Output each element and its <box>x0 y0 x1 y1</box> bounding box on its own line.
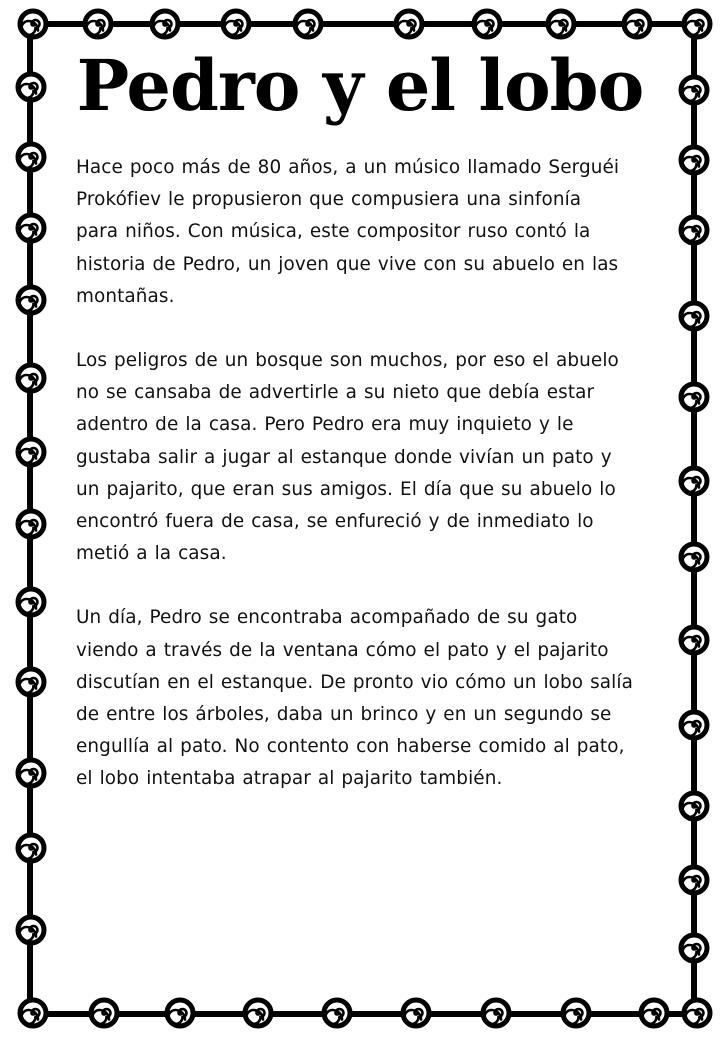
spiral-icon <box>20 11 46 37</box>
spiral-icon <box>18 287 44 313</box>
text-line: no se cansaba de advertirle a su nieto que debía estar <box>76 382 595 404</box>
spiral-icon <box>18 144 44 170</box>
spiral-icon <box>223 11 249 37</box>
story-body <box>76 152 666 828</box>
spiral-icon <box>18 760 44 786</box>
spiral-icon <box>681 712 707 738</box>
spiral-icon <box>563 1000 589 1026</box>
spiral-icon <box>18 835 44 861</box>
text-line: Prokófiev le propusieron que compusiera una sinfonía <box>76 189 582 211</box>
spiral-icon <box>18 365 44 391</box>
spiral-icon <box>18 589 44 615</box>
spiral-icon <box>681 468 707 494</box>
paragraph-3 <box>76 602 666 795</box>
spiral-icon <box>18 511 44 537</box>
text-line: Hace poco más de 80 años, a un músico llamado Serguéi <box>76 157 620 178</box>
spiral-icon <box>548 11 574 37</box>
paragraph-1 <box>76 152 666 313</box>
spiral-icon <box>18 917 44 943</box>
spiral-icon <box>681 303 707 329</box>
spiral-icon <box>681 935 707 961</box>
spiral-icon <box>85 11 111 37</box>
spiral-icon <box>18 439 44 465</box>
text-line: el lobo intentaba atrapar al pajarito también. <box>76 768 503 790</box>
spiral-icon <box>681 384 707 410</box>
spiral-icon <box>681 793 707 819</box>
spiral-icon <box>245 1000 271 1026</box>
spiral-icon <box>396 11 422 37</box>
spiral-icon <box>295 11 321 37</box>
spiral-icon <box>681 147 707 173</box>
spiral-icon <box>641 1000 667 1026</box>
text-line: adentro de la casa. Pero Pedro era muy inquieto y le <box>76 414 574 436</box>
spiral-icon <box>91 1000 117 1026</box>
spiral-icon <box>483 1000 509 1026</box>
text-line: viendo a través de la ventana cómo el pato y el pajarito <box>76 639 609 661</box>
text-line: historia de Pedro, un joven que vive con su abuelo en las <box>76 253 619 275</box>
spiral-icon <box>167 1000 193 1026</box>
text-line: metió a la casa. <box>76 543 227 565</box>
spiral-icon <box>403 1000 429 1026</box>
spiral-icon <box>684 1000 710 1026</box>
text-line: montañas. <box>76 285 175 307</box>
spiral-icon <box>681 544 707 570</box>
text-line: un pajarito, que eran sus amigos. El día que su abuelo lo <box>76 478 616 500</box>
spiral-icon <box>18 74 44 100</box>
spiral-icon <box>474 11 500 37</box>
spiral-icon <box>684 11 710 37</box>
spiral-icon <box>152 11 178 37</box>
spiral-icon <box>681 627 707 653</box>
spiral-icon <box>20 1000 46 1026</box>
text-line: Un día, Pedro se encontraba acompañado de su gato <box>76 607 578 629</box>
text-line: discutían en el estanque. De pronto vio cómo un lobo salía <box>76 671 633 693</box>
text-line: encontró fuera de casa, se enfureció y de inmediato lo <box>76 511 594 533</box>
spiral-icon <box>18 215 44 241</box>
spiral-icon <box>681 217 707 243</box>
spiral-icon <box>681 77 707 103</box>
text-line: Los peligros de un bosque son muchos, por eso el abuelo <box>76 350 619 372</box>
paragraph-2 <box>76 345 666 570</box>
text-line: gustaba salir a jugar al estanque donde vivían un pato y <box>76 446 612 468</box>
spiral-icon <box>624 11 650 37</box>
spiral-icon <box>681 867 707 893</box>
spiral-icon <box>324 1000 350 1026</box>
text-line: para niños. Con música, este compositor ruso contó la <box>76 221 591 243</box>
text-line: engullía al pato. No contento con haberse comido al pato, <box>76 736 625 758</box>
text-line: de entre los árboles, daba un brinco y en un segundo se <box>76 704 612 726</box>
spiral-icon <box>18 669 44 695</box>
page-title: Pedro y el lobo <box>76 44 644 127</box>
